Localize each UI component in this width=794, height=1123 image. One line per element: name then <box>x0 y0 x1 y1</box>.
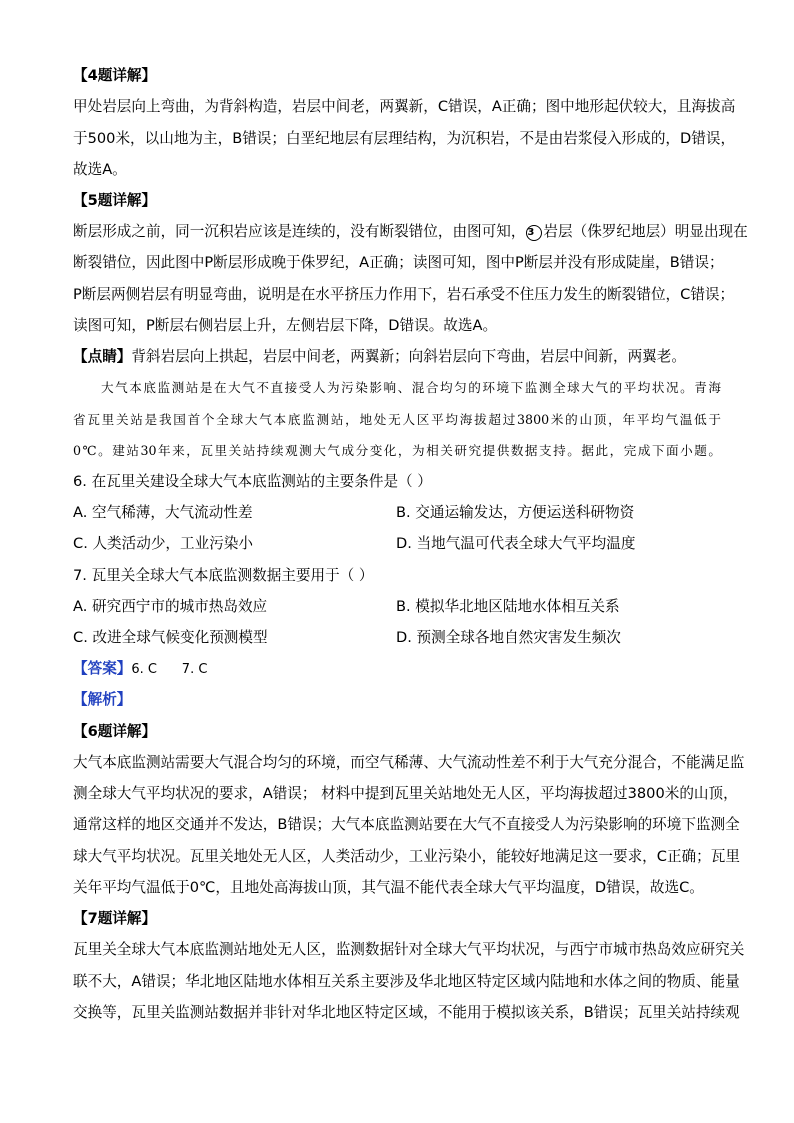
q7-option-b: B. 模拟华北地区陆地水体相互关系 <box>396 598 620 615</box>
q7-detail-line-2: 联不大，A错误；华北地区陆地水体相互关系主要涉及华北地区特定区域内陆地和水体之间的物质、能量 <box>73 973 740 990</box>
answer-line <box>73 659 207 680</box>
answer-value: 6. C 7. C <box>131 662 208 677</box>
tip-line <box>73 347 686 367</box>
q6-option-c: C. 人类活动少，工业污染小 <box>73 535 254 552</box>
q7-stem: 7. 瓦里关全球大气本底监测数据主要用于（ ） <box>73 567 374 584</box>
q7-detail-line-3: 交换等，瓦里关监测站数据并非针对华北地区特定区域，不能用于模拟该关系，B错误；瓦里关站持续观 <box>73 1004 740 1021</box>
q6-detail-line-2: 测全球大气平均状况的要求，A错误； 材料中提到瓦里关站地处无人区，平均海拔超过3800米的山顶， <box>73 785 738 802</box>
q4-line-2: 于500米，以山地为主，B错误；白垩纪地层有层理结构，为沉积岩，不是由岩浆侵入形成的，D错误， <box>73 130 736 147</box>
q7-option-c: C. 改进全球气候变化预测模型 <box>73 629 268 646</box>
q5-line-1 <box>73 222 748 242</box>
tip-label: 【点睛】 <box>73 348 132 365</box>
passage-line-1: 大气本底监测站是在大气不直接受人为污染影响、混合均匀的环境下监测全球大气的平均状况。青海 <box>101 380 721 395</box>
q5-line-4: 读图可知，P断层右侧岩层上升，左侧岩层下降，D错误。故选A。 <box>73 317 498 334</box>
q4-line-1: 甲处岩层向上弯曲，为背斜构造，岩层中间老，两翼新，C错误，A正确；图中地形起伏较大，且海拔高 <box>73 98 736 115</box>
analysis-label: 【解析】 <box>73 691 132 708</box>
q6-option-a: A. 空气稀薄，大气流动性差 <box>73 504 253 521</box>
q6-detail-line-4: 球大气平均状况。瓦里关地处无人区，人类活动少，工业污染小，能较好地满足这一要求，C正确；瓦里 <box>73 848 740 865</box>
q7-detail-heading: 【7题详解】 <box>73 910 157 927</box>
q6-detail-line-5: 关年平均气温低于0℃，且地处高海拔山顶，其气温不能代表全球大气平均温度，D错误，故选C。 <box>73 879 704 896</box>
q6-option-b: B. 交通运输发达，方便运送科研物资 <box>396 504 635 521</box>
q7-detail-line-1: 瓦里关全球大气本底监测站地处无人区，监测数据针对全球大气平均状况，与西宁市城市热岛效应研究关 <box>73 941 745 958</box>
q4-heading: 【4题详解】 <box>73 67 157 84</box>
q5-line-1-post: 岩层（侏罗纪地层）明显出现在 <box>543 223 748 240</box>
q5-line-1-pre: 断层形成之前，同一沉积岩应该是连续的，没有断裂错位，由图可知， <box>73 223 526 240</box>
q6-stem: 6. 在瓦里关建设全球大气本底监测站的主要条件是（ ） <box>73 473 432 490</box>
q5-heading: 【5题详解】 <box>73 192 157 209</box>
q6-detail-line-3: 通常这样的地区交通并不发达，B错误；大气本底监测站要在大气不直接受人为污染影响的环境下监测全 <box>73 816 740 833</box>
passage-line-2: 省瓦里关站是我国首个全球大气本底监测站，地处无人区平均海拔超过3800米的山顶，年平均气温低于 <box>73 412 721 427</box>
answer-label: 【答案】 <box>73 660 132 677</box>
q4-line-3: 故选A。 <box>73 161 127 178</box>
circled-number-3-icon: 3 <box>526 225 542 241</box>
q7-option-a: A. 研究西宁市的城市热岛效应 <box>73 598 268 615</box>
q5-line-3: P断层两侧岩层有明显弯曲，说明是在水平挤压力作用下，岩石承受不住压力发生的断裂错位，C错误； <box>73 286 735 303</box>
tip-text: 背斜岩层向上拱起，岩层中间老，两翼新；向斜岩层向下弯曲，岩层中间新，两翼老。 <box>131 348 686 365</box>
q6-option-d: D. 当地气温可代表全球大气平均温度 <box>396 535 636 552</box>
q6-detail-line-1: 大气本底监测站需要大气混合均匀的环境，而空气稀薄、大气流动性差不利于大气充分混合，不能满足监 <box>73 754 745 771</box>
q7-option-d: D. 预测全球各地自然灾害发生频次 <box>396 629 621 646</box>
passage-line-3: 0℃。建站30年来，瓦里关站持续观测大气成分变化，为相关研究提供数据支持。据此，完成下面小题。 <box>73 443 721 458</box>
q6-detail-heading: 【6题详解】 <box>73 723 157 740</box>
q5-line-2: 断裂错位，因此图中P断层形成晚于侏罗纪，A正确；读图可知，图中P断层并没有形成陡崖，B错误； <box>73 254 724 271</box>
